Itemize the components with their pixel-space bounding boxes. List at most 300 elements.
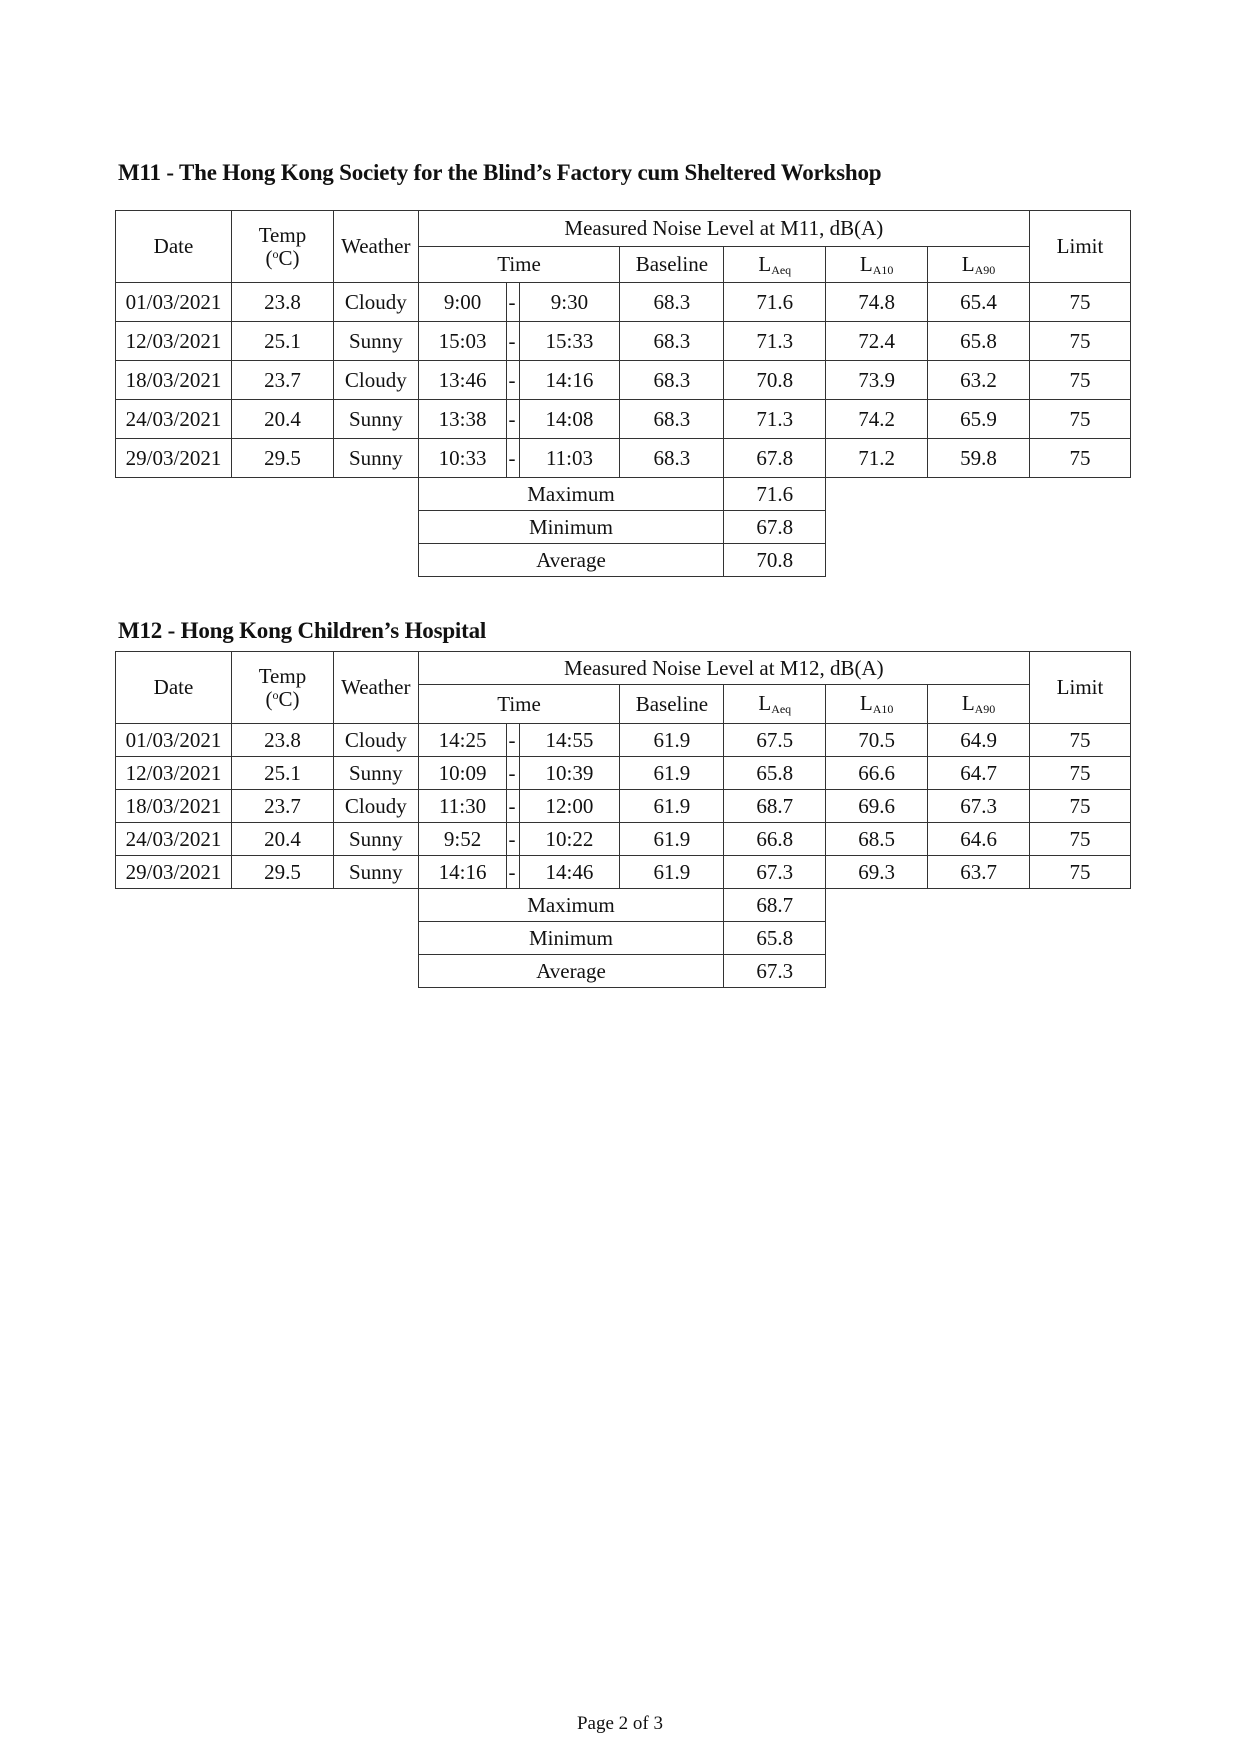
cell-limit-text: 75 [1069,406,1091,431]
summary-label [418,955,724,988]
cell-la90 [928,283,1030,322]
cell-temp-text: 25.1 [264,760,301,785]
cell-baseline-text: 61.9 [653,727,691,752]
table-row [116,724,1131,757]
summary-value [724,955,826,988]
cell-baseline-text: 68.3 [653,289,691,314]
cell-end [519,361,620,400]
cell-la10-text: 74.8 [858,289,896,314]
cell-dash-text: - [508,760,516,785]
cell-baseline [620,322,724,361]
spacer [826,511,1131,544]
cell-end [519,823,620,856]
cell-la10-text: 74.2 [858,406,896,431]
header-temp [232,652,334,724]
cell-end-text: 15:33 [545,328,594,353]
cell-temp [232,361,334,400]
summary-value-text: 67.8 [756,514,794,539]
cell-baseline-text: 68.3 [653,328,691,353]
header-weather-text: Weather [341,675,411,700]
cell-laeq-text: 67.8 [756,445,794,470]
cell-temp [232,322,334,361]
header-limit-text: Limit [1056,234,1104,259]
cell-baseline [620,439,724,478]
cell-laeq-text: 71.6 [756,289,794,314]
cell-temp [232,724,334,757]
cell-date-text: 01/03/2021 [125,727,222,752]
header-time [418,247,620,283]
cell-end-text: 14:08 [545,406,594,431]
cell-weather [333,439,418,478]
cell-dash [507,439,519,478]
header-la10-subscript: A10 [872,702,894,717]
cell-weather [333,823,418,856]
cell-start-text: 11:30 [439,793,487,818]
m12-section-title: M12 - Hong Kong Children’s Hospital [118,618,487,643]
header-date [116,652,232,724]
header-measured-noise [418,211,1029,247]
cell-end-text: 10:22 [545,826,594,851]
cell-laeq [724,322,826,361]
header-laeq-letter: L [758,251,772,276]
summary-label-text: Minimum [528,514,613,539]
header-la10 [826,685,928,724]
cell-laeq-text: 71.3 [756,328,794,353]
cell-la90 [928,400,1030,439]
cell-dash [507,724,519,757]
cell-baseline [620,823,724,856]
cell-limit [1030,757,1131,790]
header-temp-unit-post: C) [278,245,300,270]
cell-la10 [826,724,928,757]
cell-laeq [724,823,826,856]
cell-baseline-text: 61.9 [653,826,691,851]
header-baseline-text: Baseline [635,691,709,716]
cell-start-text: 9:00 [443,289,482,314]
cell-dash [507,856,519,889]
cell-start [418,790,507,823]
table-row [116,439,1131,478]
cell-start-text: 13:46 [438,367,487,392]
cell-la90 [928,856,1030,889]
cell-la90 [928,361,1030,400]
cell-start-text: 14:25 [438,727,487,752]
cell-la90 [928,724,1030,757]
cell-laeq-text: 65.8 [756,760,794,785]
cell-temp-text: 23.8 [264,727,301,752]
summary-row [116,478,1131,511]
cell-laeq [724,757,826,790]
header-measured-noise [418,652,1029,685]
cell-weather-text: Cloudy [344,367,407,392]
cell-date-text: 12/03/2021 [125,760,222,785]
cell-date-text: 29/03/2021 [125,859,222,884]
table-row [116,856,1131,889]
cell-limit-text: 75 [1069,367,1091,392]
cell-la10-text: 70.5 [858,727,896,752]
summary-label [418,889,724,922]
cell-date [116,361,232,400]
cell-laeq [724,361,826,400]
cell-la90-text: 67.3 [960,793,997,818]
cell-start [418,322,507,361]
summary-row [116,544,1131,577]
spacer [116,955,419,988]
page-footer: Page 2 of 3 [576,1713,663,1734]
cell-la90-text: 63.2 [960,367,997,392]
m11-section-title: M11 - The Hong Kong Society for the Blind’s Factory cum Sheltered Workshop [118,160,882,185]
summary-value-text: 67.3 [756,958,794,983]
cell-laeq-text: 70.8 [756,367,794,392]
cell-limit-text: 75 [1069,826,1091,851]
cell-weather-text: Sunny [348,406,403,431]
summary-label-text: Maximum [527,892,615,917]
cell-start-text: 9:52 [443,826,482,851]
cell-baseline [620,283,724,322]
cell-temp [232,400,334,439]
cell-weather-text: Sunny [348,859,403,884]
cell-la10-text: 71.2 [858,445,896,470]
cell-temp-text: 20.4 [264,826,301,851]
header-temp [232,211,334,283]
cell-la10-text: 72.4 [858,328,896,353]
cell-baseline [620,361,724,400]
header-la90-letter: L [961,691,975,716]
cell-baseline [620,790,724,823]
header-la10-subscript: A10 [872,262,894,277]
cell-la10 [826,823,928,856]
cell-date-text: 29/03/2021 [125,445,222,470]
cell-date-text: 12/03/2021 [125,328,222,353]
summary-label [418,544,724,577]
header-la10-letter: L [859,251,873,276]
summary-label-text: Maximum [527,481,615,506]
header-time-text: Time [497,691,541,716]
cell-date-text: 24/03/2021 [125,826,222,851]
cell-temp [232,823,334,856]
cell-dash [507,757,519,790]
cell-temp-text: 29.5 [264,445,301,470]
cell-baseline-text: 61.9 [653,760,691,785]
cell-start-text: 15:03 [438,328,487,353]
cell-laeq [724,790,826,823]
header-la10-letter: L [859,691,873,716]
summary-value [724,544,826,577]
header-laeq [724,247,826,283]
cell-limit-text: 75 [1069,760,1091,785]
cell-la10-text: 68.5 [858,826,896,851]
cell-date-text: 18/03/2021 [125,793,222,818]
cell-date [116,283,232,322]
cell-dash-text: - [508,826,516,851]
cell-dash [507,322,519,361]
header-laeq-subscript: Aeq [771,702,792,717]
spacer [116,478,419,511]
cell-limit [1030,322,1131,361]
cell-la10 [826,757,928,790]
cell-temp-text: 23.7 [264,367,301,392]
cell-weather [333,856,418,889]
header-date-text: Date [153,675,194,700]
cell-dash-text: - [508,289,516,314]
cell-laeq [724,400,826,439]
cell-date-text: 24/03/2021 [125,406,222,431]
cell-temp-text: 20.4 [264,406,301,431]
table-row [116,361,1131,400]
table-row [116,757,1131,790]
cell-dash-text: - [508,445,516,470]
summary-value-text: 70.8 [756,547,794,572]
cell-dash-text: - [508,859,516,884]
cell-laeq-text: 67.3 [756,859,794,884]
cell-la90 [928,322,1030,361]
summary-row [116,889,1131,922]
header-time [418,685,620,724]
cell-la10 [826,322,928,361]
cell-temp-text: 23.8 [264,289,301,314]
cell-end [519,856,620,889]
header-temp-unit-pre: ( [265,245,273,270]
cell-start [418,439,507,478]
header-limit-text: Limit [1056,675,1104,700]
cell-dash-text: - [508,793,516,818]
cell-weather [333,283,418,322]
cell-temp-text: 29.5 [264,859,301,884]
spacer [826,889,1131,922]
cell-end-text: 9:30 [550,289,589,314]
cell-dash [507,283,519,322]
cell-limit-text: 75 [1069,289,1091,314]
cell-la90-text: 65.4 [960,289,997,314]
cell-date [116,757,232,790]
cell-baseline [620,724,724,757]
cell-la90-text: 65.9 [960,406,997,431]
cell-date [116,823,232,856]
cell-limit-text: 75 [1069,445,1091,470]
table-row [116,790,1131,823]
header-baseline [620,685,724,724]
cell-start [418,400,507,439]
summary-row [116,955,1131,988]
cell-laeq [724,439,826,478]
cell-la90-text: 65.8 [960,328,997,353]
spacer [826,955,1131,988]
cell-la10-text: 73.9 [858,367,896,392]
header-row [116,211,1131,247]
cell-dash [507,361,519,400]
header-temp-label: Temp [258,664,307,689]
header-baseline [620,247,724,283]
cell-limit [1030,361,1131,400]
cell-end-text: 10:39 [545,760,594,785]
cell-baseline-text: 68.3 [653,406,691,431]
cell-start [418,856,507,889]
summary-label [418,511,724,544]
cell-date [116,724,232,757]
summary-value [724,889,826,922]
cell-laeq [724,724,826,757]
cell-start [418,823,507,856]
cell-end [519,439,620,478]
m12-noise-table [115,651,1131,988]
cell-temp-text: 23.7 [264,793,301,818]
cell-limit-text: 75 [1069,859,1091,884]
cell-weather-text: Sunny [348,445,403,470]
cell-weather [333,361,418,400]
header-baseline-text: Baseline [635,252,709,277]
cell-end [519,757,620,790]
cell-weather-text: Sunny [348,826,403,851]
cell-baseline-text: 68.3 [653,445,691,470]
header-temp-label: Temp [258,223,307,248]
cell-end [519,400,620,439]
spacer [116,544,419,577]
cell-limit [1030,283,1131,322]
header-la90-subscript: A90 [974,262,996,277]
summary-label [418,478,724,511]
cell-end-text: 11:03 [545,445,593,470]
cell-dash [507,823,519,856]
cell-temp [232,757,334,790]
cell-limit-text: 75 [1069,727,1091,752]
cell-la90-text: 64.9 [960,727,997,752]
header-la10 [826,247,928,283]
summary-value [724,922,826,955]
cell-weather [333,724,418,757]
cell-limit [1030,724,1131,757]
m11-noise-table [115,210,1131,577]
cell-start [418,283,507,322]
cell-start-text: 10:09 [438,760,487,785]
header-limit [1030,652,1131,724]
cell-la90-text: 64.6 [960,826,997,851]
spacer [116,922,419,955]
header-measured-noise-text: Measured Noise Level at M11, dB(A) [564,216,884,241]
cell-dash [507,790,519,823]
header-measured-noise-text: Measured Noise Level at M12, dB(A) [564,655,884,680]
cell-laeq-text: 68.7 [756,793,794,818]
cell-la10-text: 69.3 [858,859,896,884]
summary-value-text: 65.8 [756,925,794,950]
cell-la90 [928,823,1030,856]
cell-laeq-text: 71.3 [756,406,794,431]
cell-end-text: 12:00 [545,793,594,818]
cell-limit [1030,823,1131,856]
cell-end [519,283,620,322]
spacer [826,922,1131,955]
cell-temp-text: 25.1 [264,328,301,353]
cell-dash-text: - [508,367,516,392]
cell-la90 [928,757,1030,790]
cell-la90-text: 59.8 [960,445,997,470]
cell-end [519,724,620,757]
spacer [116,889,419,922]
cell-baseline [620,856,724,889]
cell-end-text: 14:55 [545,727,594,752]
cell-temp [232,856,334,889]
cell-baseline-text: 61.9 [653,793,691,818]
cell-limit-text: 75 [1069,793,1091,818]
summary-row [116,922,1131,955]
cell-limit [1030,856,1131,889]
table-row [116,322,1131,361]
cell-weather-text: Cloudy [344,727,407,752]
cell-date [116,790,232,823]
table-row [116,823,1131,856]
header-date [116,211,232,283]
cell-la10-text: 69.6 [858,793,896,818]
cell-la10 [826,856,928,889]
header-laeq-letter: L [758,691,772,716]
cell-la10-text: 66.6 [858,760,896,785]
cell-weather-text: Cloudy [344,289,407,314]
cell-la90 [928,790,1030,823]
cell-start [418,757,507,790]
degree-symbol: o [272,687,279,702]
summary-label-text: Minimum [528,925,613,950]
cell-la10 [826,439,928,478]
cell-weather [333,790,418,823]
cell-end [519,790,620,823]
header-temp-unit-pre: ( [265,686,273,711]
spacer [826,544,1131,577]
cell-limit [1030,790,1131,823]
cell-end-text: 14:16 [545,367,594,392]
cell-weather-text: Cloudy [344,793,407,818]
cell-dash-text: - [508,328,516,353]
cell-temp [232,439,334,478]
cell-la10 [826,283,928,322]
cell-start-text: 10:33 [438,445,487,470]
summary-value-text: 71.6 [756,481,794,506]
header-temp-unit-post: C) [278,686,300,711]
cell-start-text: 14:16 [438,859,487,884]
summary-value-text: 68.7 [756,892,794,917]
cell-limit-text: 75 [1069,328,1091,353]
header-weather [333,652,418,724]
cell-la90 [928,439,1030,478]
cell-date [116,439,232,478]
cell-baseline-text: 68.3 [653,367,691,392]
cell-la90-text: 64.7 [960,760,997,785]
cell-weather [333,757,418,790]
cell-weather [333,400,418,439]
summary-label-text: Average [536,547,606,572]
cell-end [519,322,620,361]
header-la90 [928,247,1030,283]
cell-la90-text: 63.7 [960,859,997,884]
header-la90-letter: L [961,251,975,276]
header-la90 [928,685,1030,724]
cell-date [116,400,232,439]
cell-laeq [724,283,826,322]
summary-row [116,511,1131,544]
cell-date-text: 18/03/2021 [125,367,222,392]
cell-la10 [826,400,928,439]
header-la90-subscript: A90 [974,702,996,717]
cell-temp [232,790,334,823]
cell-laeq-text: 67.5 [756,727,794,752]
cell-start [418,724,507,757]
cell-la10 [826,361,928,400]
header-weather [333,211,418,283]
cell-laeq [724,856,826,889]
cell-date [116,856,232,889]
cell-limit [1030,439,1131,478]
summary-label [418,922,724,955]
header-laeq-subscript: Aeq [771,262,792,277]
summary-label-text: Average [536,958,606,983]
